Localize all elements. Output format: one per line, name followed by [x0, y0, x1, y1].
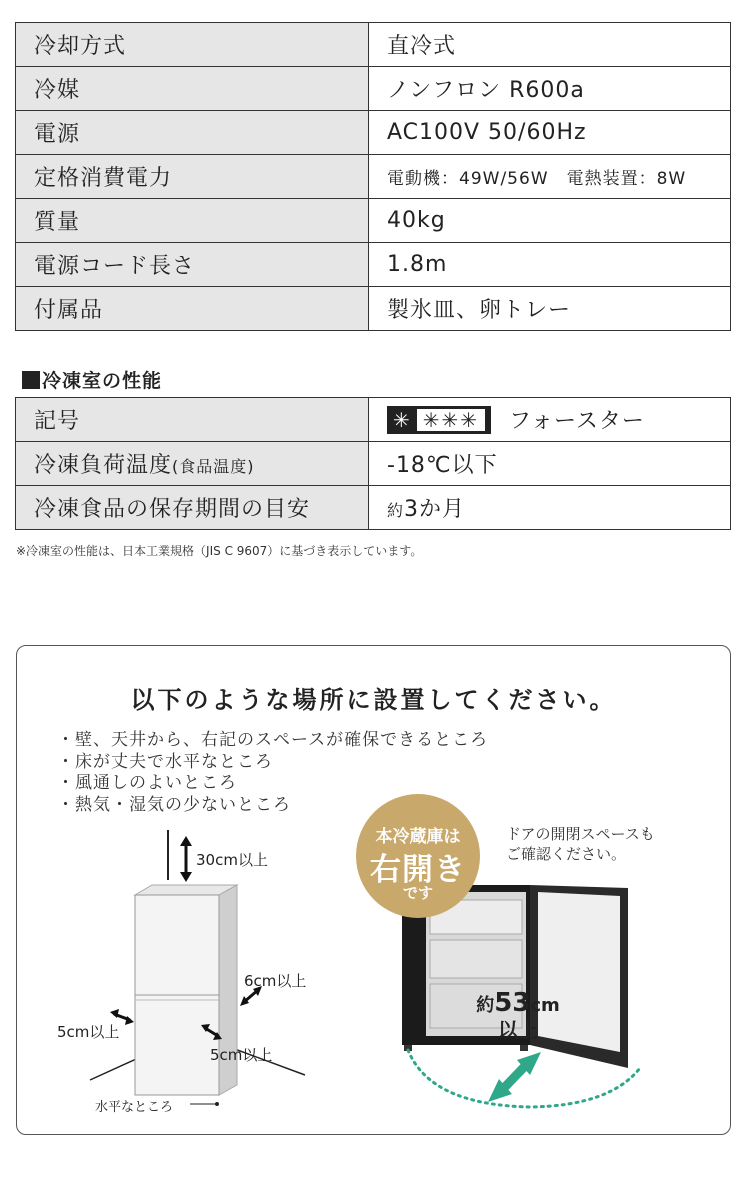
row-label: 電源コード長さ — [16, 243, 369, 287]
row-label: 質量 — [16, 199, 369, 243]
row-value: -18℃以下 — [369, 442, 731, 486]
top-clearance-arrow — [180, 836, 192, 882]
list-item: ・熱気・湿気の少ないところ — [57, 794, 291, 815]
row-label: 定格消費電力 — [16, 155, 369, 199]
row-value: 約3か月 — [369, 486, 731, 530]
clearance-top-label: 30cm以上 — [196, 851, 268, 869]
footnote: ※冷凍室の性能は、日本工業規格（JIS C 9607）に基づき表示しています。 — [16, 544, 423, 558]
row-value: ✳ ✳✳✳ フォースター — [369, 398, 731, 442]
door-distance-label: 約53cm 以上 — [476, 988, 560, 1042]
row-value: 直冷式 — [369, 23, 731, 67]
ground-label: 水平なところ — [95, 1100, 174, 1115]
clearance-left-label: 5cm以上 — [57, 1023, 120, 1041]
row-label: 冷却方式 — [16, 23, 369, 67]
row-label: 冷凍負荷温度(食品温度) — [16, 442, 369, 486]
row-value: AC100V 50/60Hz — [369, 111, 731, 155]
row-label: 記号 — [16, 398, 369, 442]
list-item: ・壁、天井から、右記のスペースが確保できるところ — [57, 730, 489, 750]
row-value: 1.8m — [369, 243, 731, 287]
clearance-right-label: 5cm以上 — [210, 1046, 273, 1064]
row-label: 電源 — [16, 111, 369, 155]
door-swing-arrow — [488, 1052, 541, 1102]
section-title: 冷凍室の性能 — [22, 366, 162, 393]
row-value: ノンフロン R600a — [369, 67, 731, 111]
list-item: ・床が丈夫で水平なところ — [57, 751, 273, 772]
four-star-badge: ✳ ✳✳✳ — [387, 406, 491, 434]
list-item: ・風通しのよいところ — [57, 773, 237, 793]
install-title: 以下のような場所に設置してください。 — [130, 686, 617, 714]
row-label: 冷媒 — [16, 67, 369, 111]
right-opening-badge: 本冷蔵庫は 右開き です — [356, 794, 480, 918]
row-value: 40kg — [369, 199, 731, 243]
row-label: 冷凍食品の保存期間の目安 — [16, 486, 369, 530]
row-label: 付属品 — [16, 287, 369, 331]
row-value: 製氷皿、卵トレー — [369, 287, 731, 331]
door-space-note: ドアの開閉スペースも ご確認ください。 — [506, 825, 655, 863]
row-value: 電動機：49W/56W 電熱装置：8W — [369, 155, 731, 199]
clearance-back-label: 6cm以上 — [244, 972, 307, 990]
